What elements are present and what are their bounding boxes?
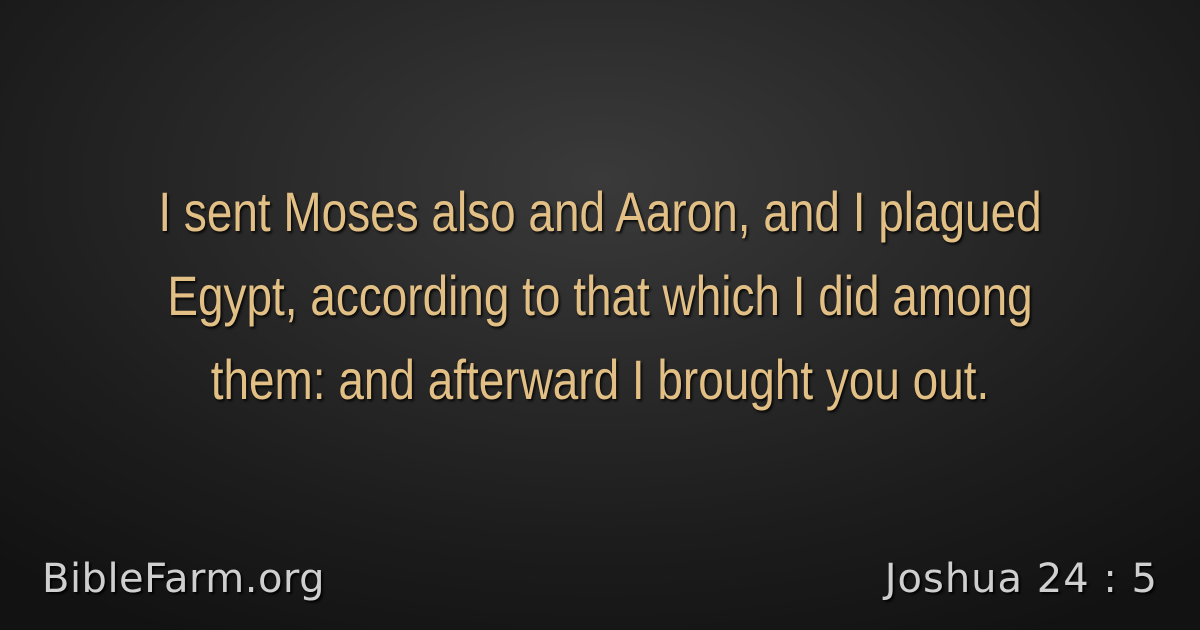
verse-line-2: Egypt, according to that which I did among	[167, 264, 1033, 327]
verse-line-3: them: and afterward I brought you out.	[210, 348, 990, 411]
verse-line-1: I sent Moses also and Aaron, and I plagued	[158, 180, 1042, 243]
verse-reference: Joshua 24 : 5	[884, 556, 1158, 602]
site-name: BibleFarm.org	[42, 556, 326, 602]
verse-text	[141, 170, 1059, 422]
